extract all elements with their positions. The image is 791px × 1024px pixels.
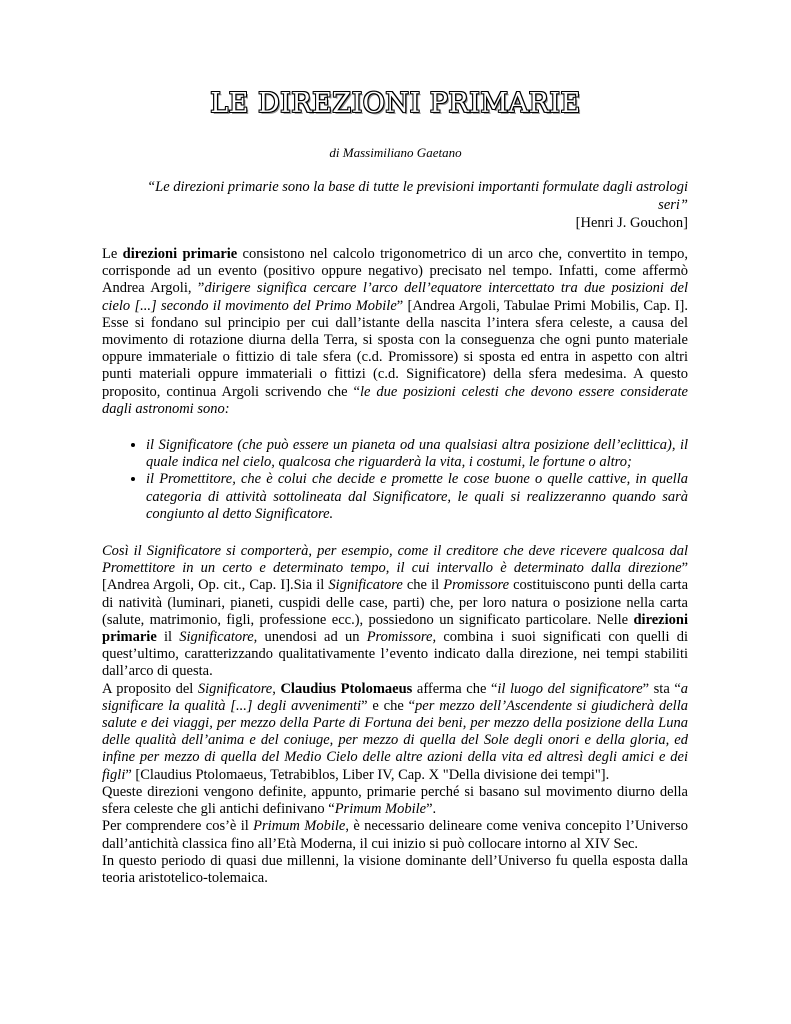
text-span: costituiscono punti della carta di natività (luminari, pianeti, cuspidi delle case, parti) che, per loro natura o posizione nella carta (salute, matrimonio, figli, professione ecc.), possiedono un significato particolare. Nelle <box>102 577 688 628</box>
italic-quote: Così il Significatore si comporterà, per esempio, come il creditore che deve ricevere qualcosa dal Promettitore in un certo e determinato tempo, il cui intervallo è determinato dalla direzione <box>102 543 688 577</box>
text-span: , <box>272 680 281 697</box>
italic-term: Significatore, <box>179 629 258 646</box>
italic-term: Significatore <box>197 680 273 697</box>
document-title: LE DIREZIONI PRIMARIE <box>210 88 581 119</box>
italic-term: Promissore <box>443 577 510 594</box>
text-span: Le <box>102 246 123 262</box>
text-span: ” [Andrea Argoli, Op. cit., Cap. I].Sia il <box>102 560 688 594</box>
text-span: il <box>156 629 180 646</box>
paragraph-universo <box>102 853 688 887</box>
bold-term: direzioni primarie <box>122 246 238 262</box>
paragraph-ptolomaeus <box>102 681 688 784</box>
italic-quote: dirigere significa cercare l’arco dell’equatore intercettato tra due posizioni del cielo [...] secondo il movimento del Primo Mobile <box>102 280 689 314</box>
text-span: ” sta “ <box>642 680 681 697</box>
body-text <box>102 246 688 887</box>
list-item: • il Promettitore, che è colui che decide e promette le cose buone o quelle cattive, in quella categoria di attività sottolineata dal Significatore, le quali si realizzeranno quando sarà congiunto al detto Significatore. <box>146 471 688 523</box>
italic-quote: a significare la qualità [...] degli avvenimenti <box>102 680 688 714</box>
italic-quote: le due posizioni celesti che devono essere considerate dagli astronomi sono: <box>102 383 688 417</box>
bullet-list <box>102 437 688 523</box>
text-span: combina i suoi significati con quelli di quest’ultimo, caratterizzando qualitativamente l’evento indicato dalla direzione, nei tempi stabiliti dall’arco di questa. <box>102 629 688 680</box>
epigraph <box>140 178 688 232</box>
text-span: che il <box>402 577 444 594</box>
italic-term: Primum Mobile <box>253 818 346 835</box>
text-span: ” [Andrea Argoli, Tabulae Primi Mobilis, Cap. I]. Esse si fondano sul principio per cui dall’istante della nascita l’intera sfera celeste, a causa del movimento di rotazione diurna della Terra, si sposta con la conseguenza che ogni punto materiale oppure immateriale o fittizio di tale sfera (c.d. Promissore) si sposta ed entra in aspetto con altri punti materiali oppure immateriali o fittizi (c.d. Significatore) della sfera medesima. A questo proposito, continua Argoli scrivendo che “ <box>102 297 688 400</box>
italic-quote: per mezzo dell’Ascendente si giudicherà della salute e dei viaggi, per mezzo della Parte di Fortuna dei beni, per mezzo della posizione della Luna delle qualità dell’anima e del coniuge, per mezzo di quella del Sole degli onori e della gloria, ed infine per mezzo di quella del Medio Cielo delle altre azioni della vita ed altresì degli amici e dei figli <box>102 697 688 783</box>
text-span: afferma che “ <box>412 680 498 697</box>
italic-term: Primum Mobile <box>334 801 427 818</box>
text-span: In questo periodo di quasi due millenni, la visione dominante dell’Universo fu quella esposta dalla teoria aristotelico-tolemaica. <box>102 852 688 886</box>
bold-term: Claudius Ptolomaeus <box>280 680 413 697</box>
text-span: , è necessario delineare come veniva concepito l’Universo dall’antichità classica fino all’Età Moderna, il cui inizio si può collocare intorno al XIV Sec. <box>102 818 688 852</box>
epigraph-attribution: [Henri J. Gouchon] <box>575 215 688 231</box>
text-span: A proposito del <box>102 680 198 697</box>
italic-quote: il luogo del significatore <box>497 680 643 697</box>
paragraph-primarie <box>102 784 688 818</box>
text-span: ” e che “ <box>361 697 416 714</box>
paragraph-intro <box>102 246 688 418</box>
author-line: di Massimiliano Gaetano <box>329 145 462 160</box>
italic-term: Significatore <box>328 577 403 594</box>
list-item: • il Significatore (che può essere un pianeta od una qualsiasi altra posizione dell’eclittica), il quale indica nel cielo, qualcosa che riguarderà la vita, i costumi, le fortune o altro; <box>146 437 688 471</box>
epigraph-quote: “Le direzioni primarie sono la base di tutte le previsioni importanti formulate dagli astrologi seri” <box>147 179 688 213</box>
text-span: ” [Claudius Ptolomaeus, Tetrabiblos, Liber IV, Cap. X "Della divisione dei tempi"]. <box>125 766 610 783</box>
text-span: unendosi ad un <box>257 629 367 646</box>
bold-term: direzioni primarie <box>102 611 688 646</box>
text-span: ”. <box>426 801 437 818</box>
paragraph-primum-mobile <box>102 818 688 852</box>
text-span: Queste direzioni vengono definite, appunto, primarie perché si basano sul movimento diurno della sfera celeste che gli antichi definivano “ <box>102 783 688 818</box>
text-span: Per comprendere cos’è il <box>102 818 254 835</box>
paragraph-significatore <box>102 543 688 681</box>
italic-term: Promissore, <box>366 629 437 646</box>
text-span: consistono nel calcolo trigonometrico di un arco che, convertito in tempo, corrisponde ad un evento (positivo oppure negativo) precisato nel tempo. Infatti, come affermò Andrea Argoli, ” <box>102 246 688 297</box>
